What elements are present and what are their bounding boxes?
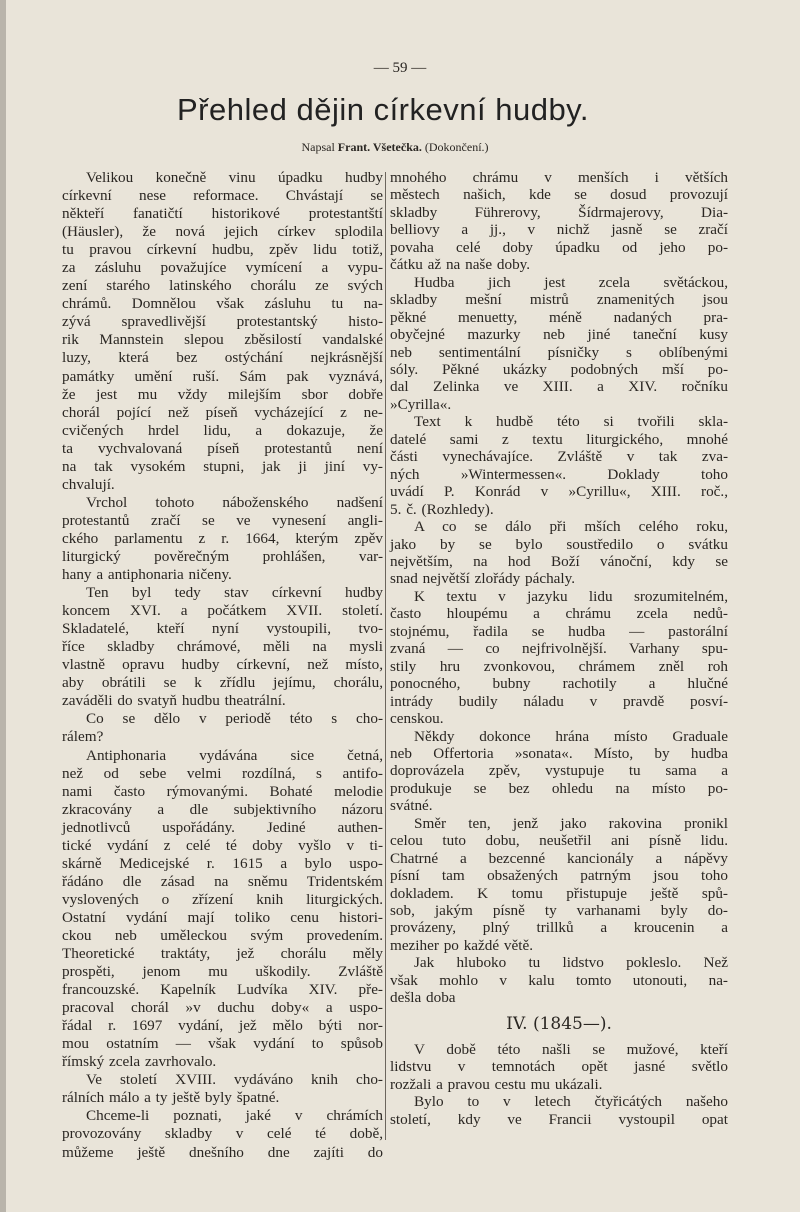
scan-edge: [0, 0, 6, 1212]
text-line: ných »Wintermessen«. Doklady toho: [390, 465, 728, 483]
text-line: celou tuto dobu, neušetřil ani písně lidu.: [390, 832, 728, 850]
text-line: Chatrné a bezcenné kancionály a nápěvy: [390, 849, 728, 867]
paragraph: [390, 954, 728, 1006]
text-line: hany a antiphonaria ničeny.: [62, 566, 232, 584]
text-line: jako by se bylo soustředilo o svátku: [390, 535, 728, 553]
text-line: censkou.: [390, 710, 444, 728]
text-line: rálních málo a ty ještě byly špatné.: [62, 1089, 280, 1107]
text-line: často hloupému a chrámu zcela nedů-: [390, 605, 728, 623]
text-line: ponocného, bubny rachotily a hlučné: [390, 675, 728, 693]
text-line: můžeme ještě dnešního dne zajíti do: [62, 1143, 383, 1161]
text-line: Skladatelé, kteří nyní vystoupili, tvo-: [62, 620, 383, 638]
text-line: neb Offertoria »sonata«. Místo, by hudba: [390, 744, 728, 762]
text-line: ta vychvalovaná píseň protestantů není: [62, 439, 383, 457]
text-line: rálem?: [62, 728, 104, 746]
text-line: stily hru zvonkovou, chrámem zněl roh: [390, 657, 728, 675]
text-line: Theoretické traktáty, jež chorálu měly: [62, 945, 383, 963]
text-line: lidstvu v temnotách opět jasné světlo: [390, 1058, 728, 1076]
text-line: meziher po každé větě.: [390, 936, 533, 954]
text-line: Text k hudbě této si tvořili skla-: [414, 413, 728, 431]
text-line: chorál pojící než píseň vycházející z ne-: [62, 403, 383, 421]
text-line: zkracovány a dle subjektivního názoru: [62, 800, 383, 818]
byline-author: Frant. Všetečka.: [337, 140, 422, 154]
text-line: městech našich, kde se dosud provozují: [390, 186, 728, 204]
text-line: provázeny, plný trillků a kroucenin a: [390, 919, 728, 937]
text-line: dešla doba: [390, 989, 456, 1007]
text-line: století, kdy ve Francii vystoupil opat: [390, 1110, 728, 1128]
text-line: pracoval chorál »v duchu doby« a uspo-: [62, 999, 383, 1017]
article-title: Přehled dějin církevní hudby.: [177, 92, 589, 127]
text-line: skladby Führerovy, Šídrmajerovy, Dia-: [390, 203, 728, 221]
text-line: římský zcela zavrhovalo.: [62, 1053, 217, 1071]
byline-prefix: Napsal: [301, 140, 335, 154]
text-line: produkuje se bez ohledu na místo po-: [390, 779, 728, 797]
text-line: belliovy a jj., v nichž jasně se zračí: [390, 221, 728, 239]
text-line: největším, na hod Boží vánoční, kdy se: [390, 552, 728, 570]
text-line: než od sebe velmi rozdílná, s antifo-: [62, 764, 383, 782]
text-line: luzy, která bez ostýchání nejkrásnější: [62, 349, 383, 367]
text-line: uvádí P. Konrád v »Cyrillu«, XIII. roč.,: [390, 483, 728, 501]
text-line: tické vydání z celé té doby vyšlo v ti-: [62, 836, 383, 854]
text-line: však mohlo v kalu tomto utonouti, na-: [390, 971, 728, 989]
paragraph: [390, 1041, 728, 1093]
text-line: nami často rýmovanými. Bohaté melodie: [62, 782, 383, 800]
paragraph: [62, 710, 383, 746]
text-line: mnohého chrámu v menších i větších: [390, 169, 728, 186]
text-line: na tak vysokém stupni, jak ji jiní vy-: [62, 457, 383, 475]
text-line: tu pravou církevní hudbu, zpěv lidu totiž,: [62, 241, 383, 259]
text-line: sob, jakým písně ty varhanami byly do-: [390, 902, 728, 920]
text-line: neb sentimentální písničky s oblíbenými: [390, 343, 728, 361]
left-column: [62, 169, 383, 1162]
text-line: zývá spravedlivější protestantský histo-: [62, 313, 383, 331]
text-line: Hudba jich jest zcela světáckou,: [414, 273, 728, 291]
text-line: aby obrátili se k zřídlu jejímu, chorálu,: [62, 674, 383, 692]
text-line: Chceme-li poznati, jaké v chrámích: [86, 1107, 383, 1125]
paragraph: [62, 584, 383, 710]
paragraph: [390, 169, 728, 274]
text-line: Velikou konečně vinu úpadku hudby: [86, 169, 383, 186]
paragraph: [390, 1093, 728, 1128]
text-line: Antiphonaria vydávána sice četná,: [86, 746, 383, 764]
text-line: zvaná — co nejfrivolnější. Varhany spu-: [390, 640, 728, 658]
paragraph: [390, 518, 728, 588]
text-line: francouzské. Kapelník Ludvíka XIV. pře-: [62, 981, 383, 999]
text-line: koncem XVI. a počátkem XVII. století.: [62, 602, 383, 620]
text-line: skárně Medicejské r. 1615 a bylo uspo-: [62, 854, 383, 872]
text-line: Směr ten, jenž jako rakovina pronikl: [414, 814, 728, 832]
text-line: chvalují.: [62, 475, 115, 493]
text-line: vyslovených o zřízení knih liturgických.: [62, 890, 383, 908]
paragraph: [62, 1071, 383, 1107]
paragraph: [390, 274, 728, 414]
text-line: sóly. Pěkné ukázky podobných mší po-: [390, 360, 728, 378]
text-line: Bylo to v letech čtyřicátých našeho: [414, 1093, 728, 1111]
paragraph: [62, 169, 383, 494]
text-line: Ve století XVIII. vydáváno knih cho-: [86, 1071, 383, 1089]
text-line: stojnému, řadila se hudba — pastorální: [390, 622, 728, 640]
text-line: písní tam obsažených patrným jsou toho: [390, 867, 728, 885]
text-line: říce skladby chrámové, měli na mysli: [62, 638, 383, 656]
paragraph: [390, 588, 728, 728]
text-line: vlastně opravu hudby církevní, než místo,: [62, 656, 383, 674]
text-line: části vynechávajíce. Zvláště v tak zva-: [390, 448, 728, 466]
text-line: Co se dělo v periodě této s cho-: [86, 710, 383, 728]
text-line: doprovázela zpěv, vystupuje tu sama a: [390, 762, 728, 780]
text-line: Ostatní vydání mají toliko cenu histori-: [62, 908, 383, 926]
text-line: Vrchol tohoto náboženského nadšení: [86, 493, 383, 511]
text-line: povaha celé doby úpadku od jeho po-: [390, 238, 728, 256]
paragraph: [390, 728, 728, 815]
text-line: dokladem. K tomu přistupuje ještě spů-: [390, 884, 728, 902]
text-line: skladby mešní mistrů znamenitých jsou: [390, 291, 728, 309]
text-line: snad největší zlořády páchaly.: [390, 570, 576, 588]
text-line: A co se dálo při mších celého roku,: [414, 518, 728, 536]
text-line: čátku až na naše doby.: [390, 256, 531, 274]
text-line: obyčejné mazurky neb jiné taneční kusy: [390, 326, 728, 344]
text-line: rozžali a pravou cestu mu ukázali.: [390, 1075, 603, 1093]
text-line: »Cyrilla«.: [390, 395, 452, 413]
text-line: Ten byl tedy stav církevní hudby: [86, 584, 383, 602]
text-line: že jest mu vždy milejším sbor dobře: [62, 385, 383, 403]
text-line: cvičených hrdel lidu, a dokazuje, že: [62, 421, 383, 439]
text-line: Někdy dokonce hrána místo Graduale: [414, 727, 728, 745]
text-line: ckého parlamentu z r. 1664, kterým zpěv: [62, 529, 383, 547]
text-line: Jak hluboko tu lidstvo pokleslo. Než: [414, 954, 728, 972]
page-number: — 59 —: [373, 60, 427, 76]
text-line: zaváděli do svatyň hudbu theatrální.: [62, 692, 286, 710]
text-line: (Häusler), že nová jejich církev splodila: [62, 223, 383, 241]
text-line: protestantů zračí se ve vynesení angli-: [62, 511, 383, 529]
byline-note: (Dokončení.): [424, 140, 489, 154]
text-line: pěkné menuetty, méně nadaných pra-: [390, 308, 728, 326]
paragraph: [62, 1107, 383, 1161]
text-line: řádal r. 1697 vydání, jež mělo býti nor-: [62, 1017, 383, 1035]
text-line: dal Zelinka ve XIII. a XIV. ročníku: [390, 378, 728, 396]
text-line: rik Mannstein slepou zběsilostí vandalské: [62, 331, 383, 349]
text-line: K textu v jazyku lidu srozumitelném,: [414, 587, 728, 605]
section-heading: IV. (1845—).: [506, 1013, 612, 1034]
right-column: [390, 169, 728, 1128]
text-line: zení starého latinského chorálu ze svých: [62, 277, 383, 295]
text-line: památky umění ruší. Sám pak vyznává,: [62, 367, 383, 385]
text-line: svátné.: [390, 797, 433, 815]
text-line: intrády budily náladu v pravdě posví-: [390, 692, 728, 710]
paragraph: [62, 494, 383, 584]
text-line: někteří fanatičtí historikové protestantští: [62, 205, 383, 223]
text-line: mou ostatním — však vydání to spůsob: [62, 1035, 383, 1053]
text-line: ckou neb uměleckou svým provedením.: [62, 926, 383, 944]
text-line: provozovány skladby v celé té době,: [62, 1125, 383, 1143]
text-line: chrámů. Domnělou však zásluhu tu na-: [62, 295, 383, 313]
text-line: řádáno dle zásad na sněmu Tridentském: [62, 872, 383, 890]
column-divider: [385, 172, 386, 1140]
text-line: V době této našli se mužové, kteří: [414, 1040, 728, 1058]
text-line: liturgický pověrečným prohlášen, var-: [62, 547, 383, 565]
paragraph: [62, 747, 383, 1072]
text-line: církevní nese reformace. Chvástají se: [62, 187, 383, 205]
text-line: prospěti, jenom mu uškodily. Zvláště: [62, 963, 383, 981]
text-line: datelé sami z textu liturgického, mnohé: [390, 430, 728, 448]
paragraph: [390, 413, 728, 518]
text-line: jednotlivců uspořádány. Jediné authen-: [62, 818, 383, 836]
paragraph: [390, 815, 728, 955]
text-line: 5. č. (Rozhledy).: [390, 500, 494, 518]
text-line: za zásluhu považujíce vymícení a vypu-: [62, 259, 383, 277]
byline: [0, 140, 790, 155]
